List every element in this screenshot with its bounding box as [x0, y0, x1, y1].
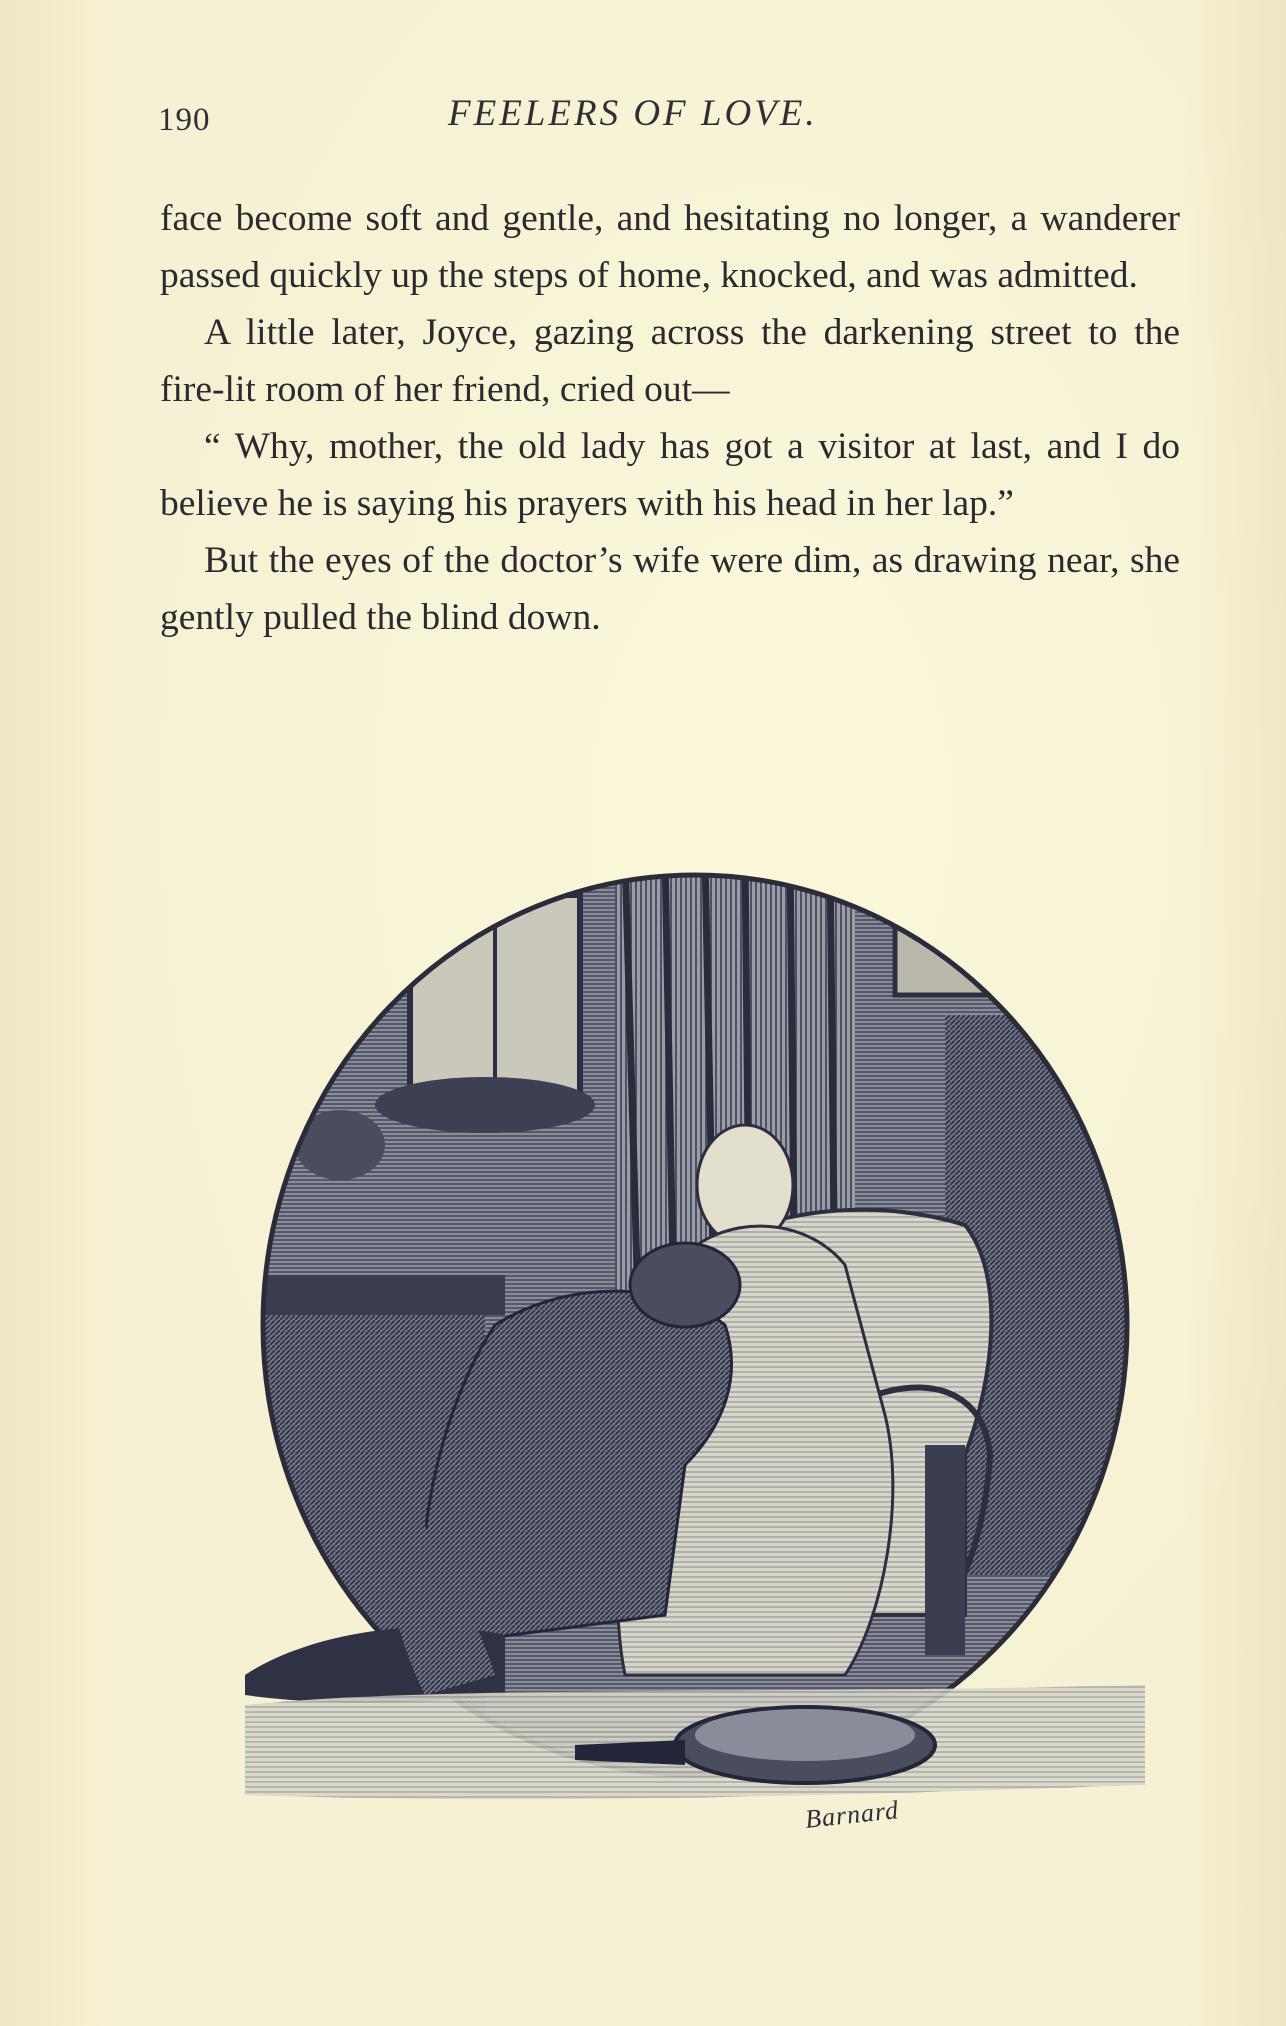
- artist-signature: Barnard: [803, 1795, 901, 1834]
- paragraph: face become soft and gentle, and hesitating no longer, a wanderer passed quickly up the steps of home, knocked, and was admitted.: [160, 198, 1180, 296]
- paragraph: A little later, Joyce, gazing across the darkening street to the fire-lit room of her friend, cried out—: [160, 312, 1180, 410]
- page-header: [158, 92, 918, 148]
- body-text: [160, 190, 1180, 646]
- running-head: FEELERS OF LOVE.: [448, 93, 818, 134]
- paragraph: “ Why, mother, the old lady has got a visitor at last, and I do believe he is saying his prayers with his head in her lap.”: [160, 426, 1180, 524]
- paragraph: But the eyes of the doctor’s wife were dim, as drawing near, she gently pulled the blind down.: [160, 540, 1180, 638]
- page-number: 190: [158, 102, 211, 138]
- engraving-illustration: [245, 855, 1145, 1855]
